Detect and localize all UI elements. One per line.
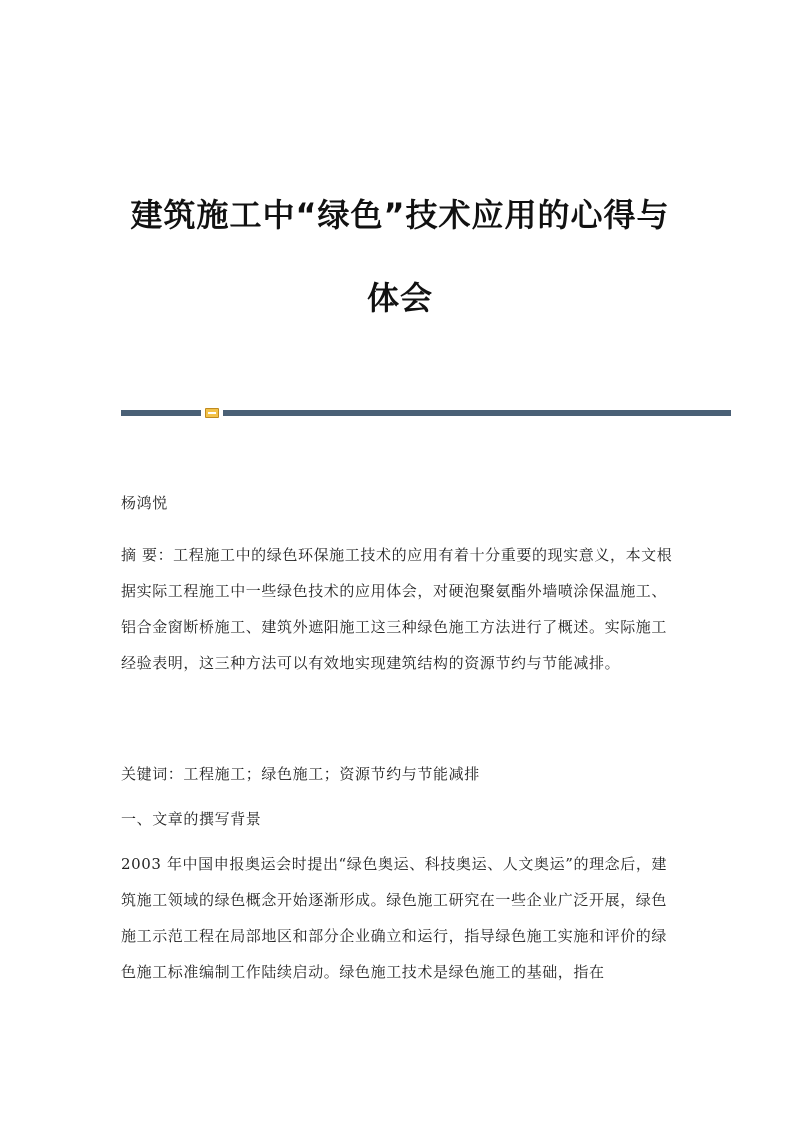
author: 杨鸿悦	[121, 494, 168, 512]
body-paragraph	[121, 846, 681, 990]
title-divider	[121, 408, 731, 417]
document-title-line-1: 建筑施工中“绿色”技术应用的心得与	[130, 196, 670, 234]
envelope-icon	[205, 408, 219, 418]
keywords: 关键词：工程施工；绿色施工；资源节约与节能减排	[121, 765, 480, 783]
divider-bar-right	[223, 410, 731, 416]
divider-bar-left	[121, 410, 201, 416]
abstract	[121, 537, 681, 681]
abstract-text: 摘 要：工程施工中的绿色环保施工技术的应用有着十分重要的现实意义，本文根据实际工程施工中一些绿色技术的应用体会，对硬泡聚氨酯外墙喷涂保温施工、铝合金窗断桥施工、建筑外遮阳施工这三种绿色施工方法进行了概述。实际施工经验表明，这三种方法可以有效地实现建筑结构的资源节约与节能减排。	[121, 546, 673, 672]
section-heading: 一、文章的撰写背景	[121, 810, 262, 828]
document-title-line-2: 体会	[366, 279, 433, 317]
body-paragraph-text: 2003 年中国申报奥运会时提出“绿色奥运、科技奥运、人文奥运”的理念后，建筑施工领域的绿色概念开始逐渐形成。绿色施工研究在一些企业广泛开展，绿色施工示范工程在局部地区和部分企业确立和运行，指导绿色施工实施和评价的绿色施工标准编制工作陆续启动。绿色施工技术是绿色施工的基础，指在	[121, 855, 668, 981]
